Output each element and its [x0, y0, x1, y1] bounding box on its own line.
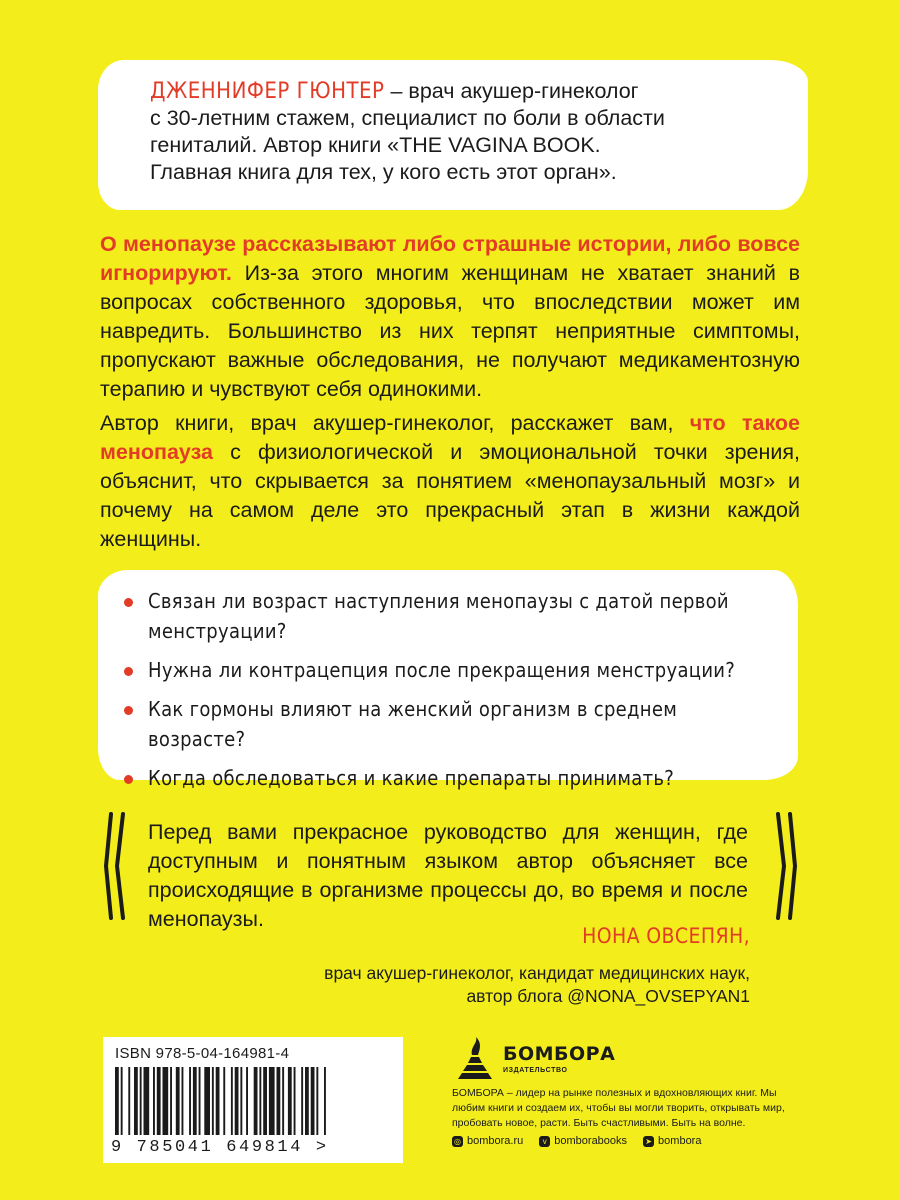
barcode-bar — [324, 1067, 326, 1135]
question-text: Нужна ли контрацепция после прекращения менструации? — [148, 658, 736, 682]
barcode-bar — [231, 1067, 233, 1135]
barcode-bar — [294, 1067, 296, 1135]
question-text: Связан ли возраст наступления менопаузы с датой первой менструации? — [148, 589, 729, 643]
bullet-icon — [124, 706, 133, 715]
paragraph-1-text: Из-за этого многим женщинам не хватает знаний в вопросах собственного здоровья, что впоследствии может им навредить. Большинство из них терпят неприятные симптомы, пропускают важные обследования, не получают медикаментозную терапию и чувствуют себя одинокими. — [100, 261, 800, 401]
list-item — [124, 763, 764, 793]
barcode-bar — [259, 1067, 261, 1135]
link-vk[interactable] — [539, 1135, 627, 1147]
link-website[interactable] — [452, 1135, 523, 1147]
paragraph-2-before: Автор книги, врач акушер-гинеколог, расскажет вам, — [100, 411, 690, 435]
barcode — [103, 1037, 403, 1163]
publisher-description: БОМБОРА – лидер на рынке полезных и вдохновляющих книг. Мы любим книги и создаем их, чтобы вы могли творить, открывать мир, пробовать новое, расти. Быть счастливыми. Быть на волне. — [452, 1087, 785, 1129]
barcode-bar — [301, 1067, 303, 1135]
barcode-bar — [121, 1067, 123, 1135]
barcode-bar — [246, 1067, 248, 1135]
list-item — [124, 694, 764, 754]
description-paragraph-2 — [100, 409, 800, 554]
questions-list — [124, 586, 764, 802]
barcode-bar — [277, 1067, 281, 1135]
barcode-bar — [204, 1067, 210, 1135]
barcode-bar — [288, 1067, 292, 1135]
barcode-bar — [170, 1067, 172, 1135]
author-bio-line4: Главная книга для тех, у кого есть этот орган». — [150, 160, 617, 184]
bullet-icon — [124, 667, 133, 676]
review-quote: Перед вами прекрасное руководство для женщин, где доступным и понятным языком автор объясняет все происходящие в организме процессы до, во время и после менопаузы. — [148, 820, 748, 931]
barcode-digits: 9 785041 649814 > — [111, 1138, 329, 1157]
link-telegram[interactable] — [643, 1135, 701, 1147]
publisher-name: БОМБОРА — [503, 1043, 616, 1065]
barcode-bar — [128, 1067, 130, 1135]
list-item — [124, 586, 764, 646]
paragraph-1-highlight: О менопаузе рассказывают либо страшные истории, либо вовсе игнорируют. — [100, 232, 800, 285]
review-author-role-line1: врач акушер-гинеколог, кандидат медицинских наук, — [324, 963, 750, 983]
link-label: bomborabooks — [554, 1135, 628, 1147]
isbn-label: ISBN 978-5-04-164981-4 — [115, 1045, 290, 1062]
barcode-bar — [269, 1067, 275, 1135]
list-item — [124, 655, 764, 685]
bullet-icon — [124, 775, 133, 784]
barcode-bar — [144, 1067, 150, 1135]
review-author: НОНА ОВСЕПЯН, — [582, 924, 750, 948]
question-text: Когда обследоваться и какие препараты принимать? — [148, 766, 675, 790]
author-bio-line2: с 30-летним стажем, специалист по боли в области — [150, 106, 665, 130]
barcode-bar — [189, 1067, 191, 1135]
publisher-subtitle: ИЗДАТЕЛЬСТВО — [503, 1067, 568, 1074]
instagram-icon: ◎ — [452, 1136, 463, 1147]
review-author-role-line2: автор блога @NONA_OVSEPYAN1 — [466, 986, 750, 1006]
question-text: Как гормоны влияют на женский организм в среднем возрасте? — [148, 697, 678, 751]
barcode-bar — [199, 1067, 201, 1135]
quote-marks-left-icon — [103, 812, 133, 920]
bombora-logo-icon — [452, 1035, 498, 1081]
author-bio — [150, 78, 670, 186]
author-bio-line1: – врач акушер-гинеколог — [384, 79, 639, 103]
barcode-bar — [263, 1067, 267, 1135]
barcode-bar — [157, 1067, 161, 1135]
quote-marks-right-icon — [768, 812, 798, 920]
barcode-bar — [134, 1067, 138, 1135]
link-label: bombora.ru — [467, 1135, 524, 1147]
barcode-bar — [182, 1067, 184, 1135]
author-name: ДЖЕННИФЕР ГЮНТЕР — [150, 79, 385, 104]
paragraph-2-highlight: что такое менопауза — [100, 411, 801, 464]
barcode-bar — [240, 1067, 242, 1135]
barcode-bar — [282, 1067, 284, 1135]
barcode-bars — [115, 1067, 391, 1137]
publisher-links — [452, 1135, 701, 1147]
barcode-bar — [216, 1067, 220, 1135]
description-paragraph-1 — [100, 230, 800, 404]
barcode-bar — [212, 1067, 214, 1135]
barcode-bar — [305, 1067, 309, 1135]
barcode-bar — [140, 1067, 142, 1135]
barcode-bar — [316, 1067, 318, 1135]
barcode-bar — [163, 1067, 169, 1135]
bullet-icon — [124, 598, 133, 607]
barcode-bar — [115, 1067, 119, 1135]
barcode-bar — [235, 1067, 239, 1135]
vk-icon: v — [539, 1136, 550, 1147]
review-author-role — [230, 962, 750, 1008]
paragraph-2-after: с физиологической и эмоциональной точки зрения, объяснит, что скрывается за понятием «менопаузальный мозг» и почему на самом деле это прекрасный этап в жизни каждой женщины. — [100, 440, 800, 551]
barcode-bar — [193, 1067, 197, 1135]
author-bio-line3: гениталий. Автор книги «THE VAGINA BOOK. — [150, 133, 601, 157]
barcode-bar — [223, 1067, 225, 1135]
barcode-bar — [176, 1067, 180, 1135]
telegram-icon: ➤ — [643, 1136, 654, 1147]
barcode-bar — [311, 1067, 315, 1135]
link-label: bombora — [658, 1135, 702, 1147]
barcode-bar — [254, 1067, 258, 1135]
barcode-bar — [153, 1067, 155, 1135]
